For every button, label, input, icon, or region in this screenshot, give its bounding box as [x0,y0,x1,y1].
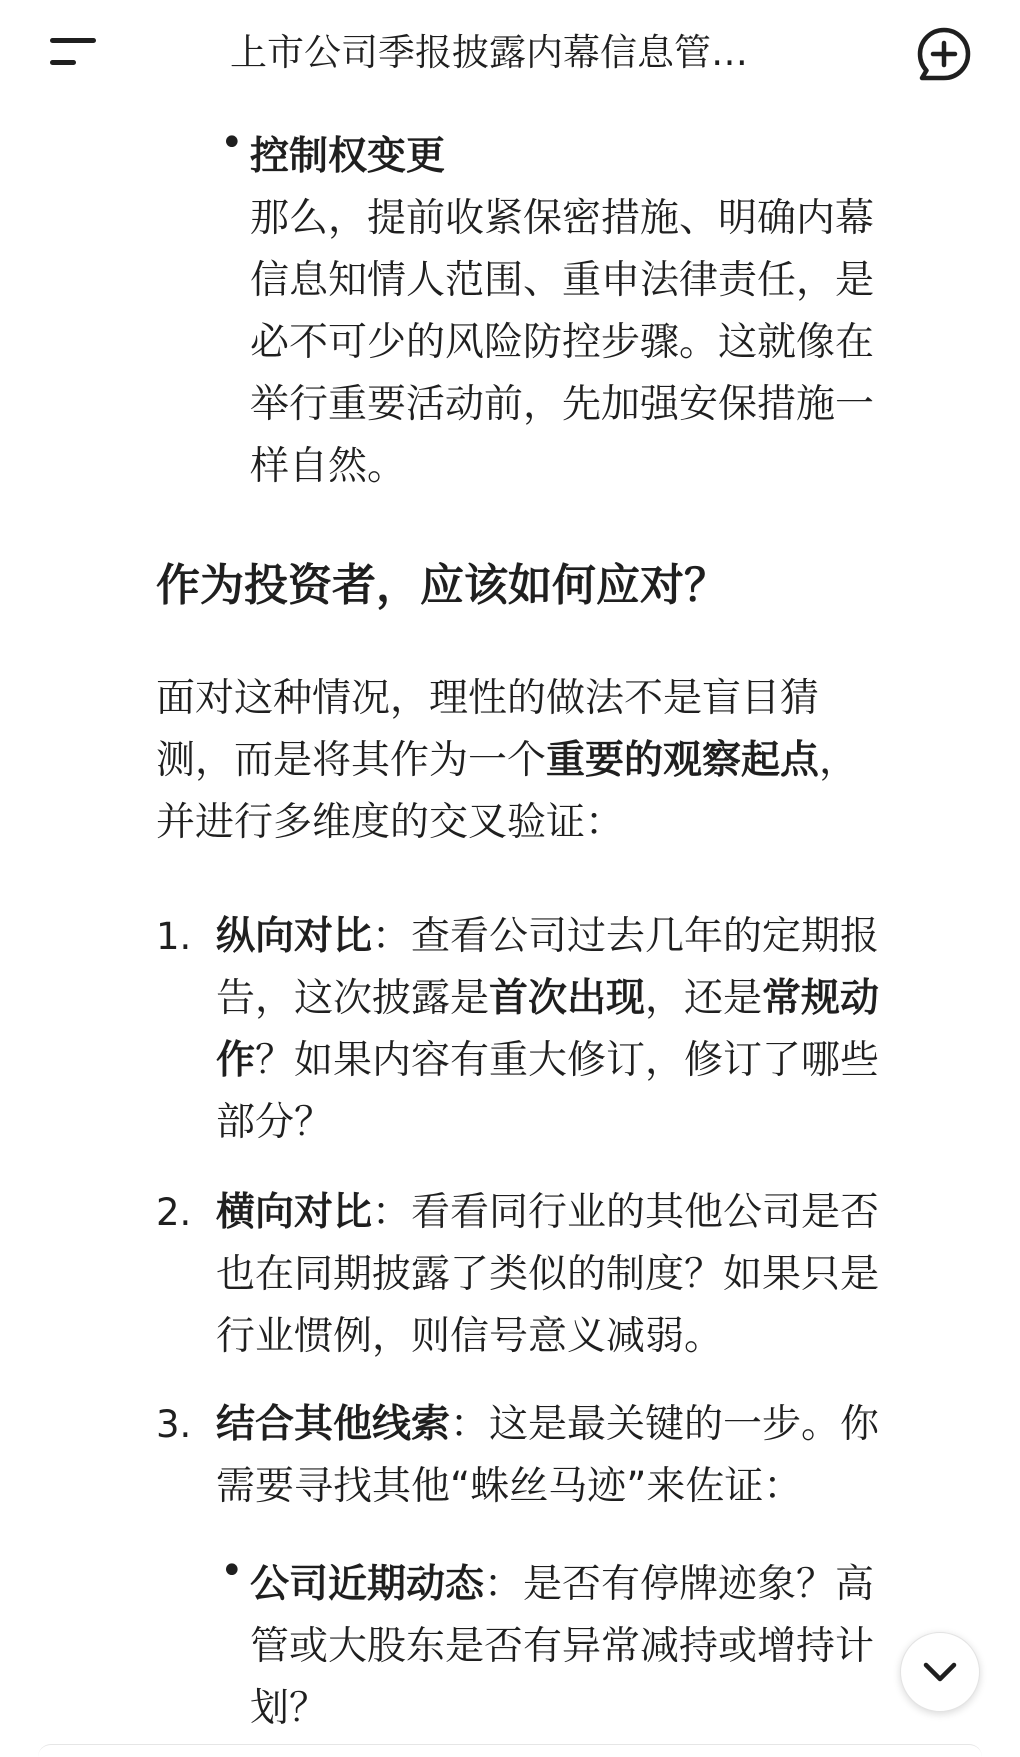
list-item-other-clues: 结合其他线索：这是最关键的一步。你 需要寻找其他“蛛丝马迹”来佐证： [216,1402,880,1509]
list-number: 3. [156,1403,192,1446]
conversation-title[interactable]: 上市公司季报披露内幕信息管… [230,31,748,74]
bullet-dot: • [220,120,244,166]
menu-line [50,60,76,65]
bullet-control-change: 控制权变更 那么，提前收紧保密措施、明确内幕 信息知情人范围、重申法律责任，是 必不可少的风险防控步骤。这就像在 举行重要活动前，先加强安保措施一 样自然。 [250,134,875,489]
chevron-down-icon [922,1657,958,1687]
scroll-to-bottom-button[interactable] [900,1632,980,1712]
top-app-bar [0,0,1020,108]
list-number: 2. [156,1191,192,1234]
list-item-vertical-compare: 纵向对比：查看公司过去几年的定期报 告，这次披露是首次出现，还是常规动 作？如果内容有重大修订，修订了哪些 部分？ [216,914,880,1145]
list-item-horizontal-compare: 横向对比：看看同行业的其他公司是否 也在同期披露了类似的制度？如果只是 行业惯例，则信号意义减弱。 [216,1190,880,1359]
menu-line [50,38,96,43]
list-number: 1. [156,915,192,958]
input-area-edge [38,1744,982,1757]
intro-paragraph: 面对这种情况，理性的做法不是盲目猜 测，而是将其作为一个重要的观察起点， 并进行多维度的交叉验证： [156,676,859,845]
new-chat-icon[interactable] [916,26,972,82]
sub-bullet-recent-dynamics: 公司近期动态：是否有停牌迹象？高 管或大股东是否有异常减持或增持计 划？ [250,1562,875,1731]
section-heading: 作为投资者，应该如何应对？ [156,560,728,611]
bullet-title: 控制权变更 [250,134,446,179]
bullet-dot: • [220,1548,244,1594]
menu-icon[interactable] [50,34,100,72]
